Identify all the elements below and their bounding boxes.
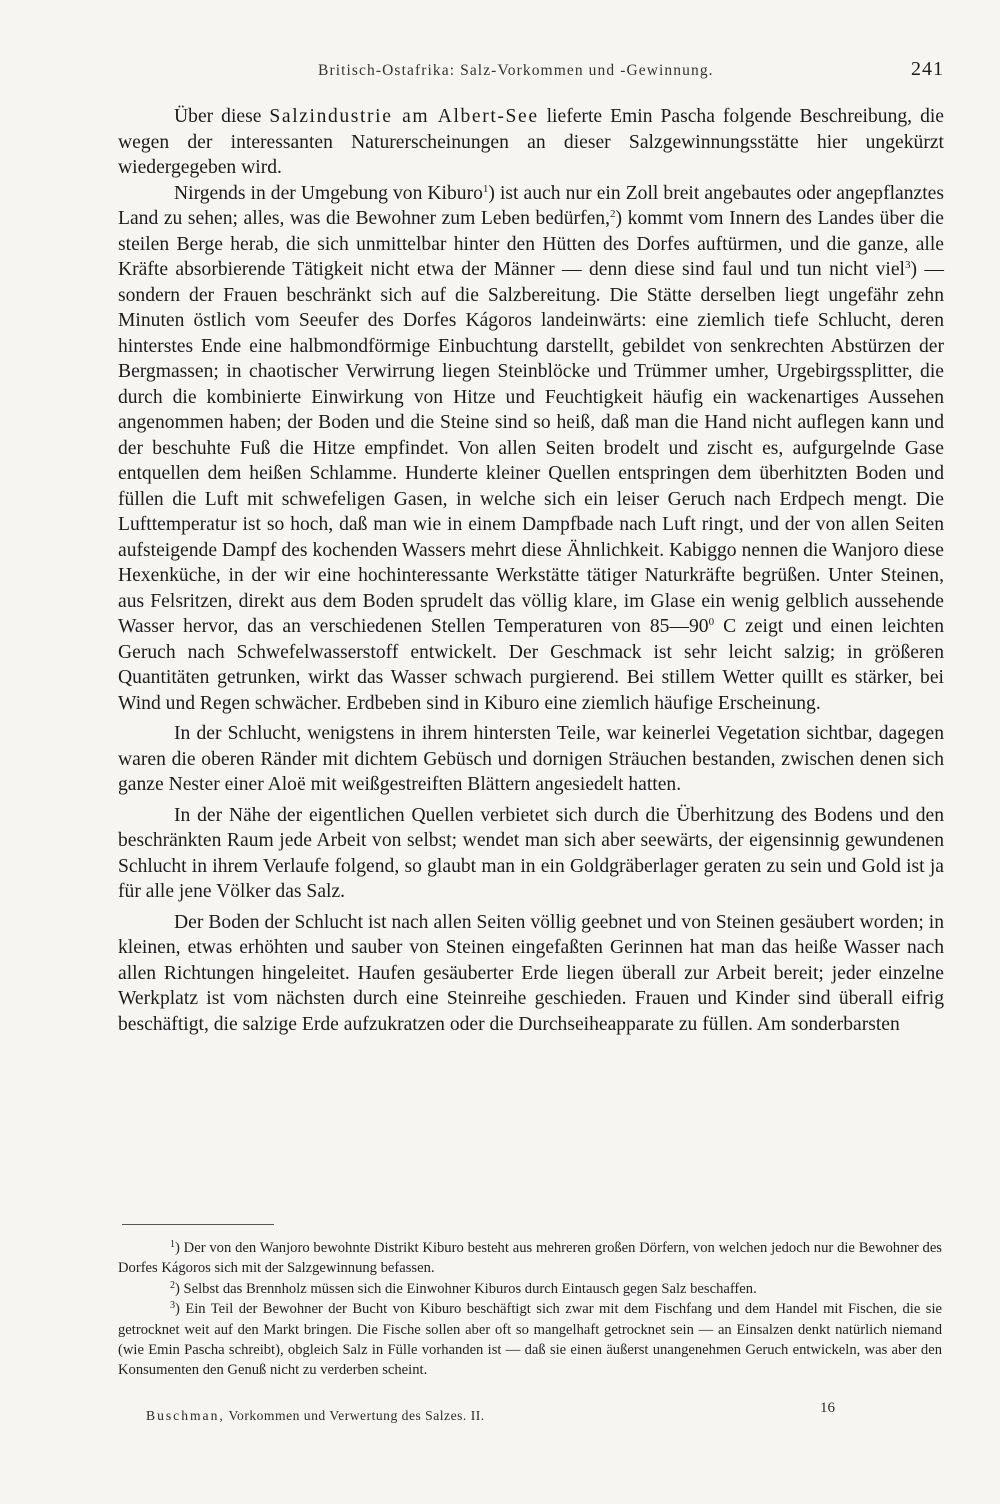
printer-signature: [146, 1408, 846, 1424]
footnote-2-text: ) Selbst das Brennholz müssen sich die Einwohner Kiburos durch Eintausch gegen Salz beschaffen.: [175, 1280, 757, 1297]
paragraph-1-rest: lieferte Emin Pascha folgende Beschreibung, die wegen der interessanten Naturerscheinungen an dieser Salzgewinnungsstätte hier ungekürzt wiedergegeben wird.: [118, 106, 945, 178]
paragraph-5: Der Boden der Schlucht ist nach allen Seiten völlig geebnet und von Steinen gesäubert worden; in kleinen, etwas erhöhten und sauber von Steinen eingefaßten Gerinnen hat man das heiße Wasser nach allen Richtungen hingeleitet. Haufen gesäuberter Erde liegen überall zur Arbeit bereit; jeder einzelne Werkplatz ist vom nächsten durch eine Steinreihe geschieden. Frauen und Kinder sind überall eifrig beschäftigt, die salzige Erde aufzukratzen oder die Durchseiheapparate zu füllen. Am sonderbarsten: [118, 911, 944, 1035]
paragraph-1-intro: Über diese: [174, 106, 270, 127]
paragraph-1: [118, 104, 944, 181]
footnote-2: [118, 1279, 942, 1299]
footnote-1: [118, 1238, 942, 1279]
signature-author: Buschman,: [146, 1408, 225, 1423]
footnote-divider: [122, 1224, 274, 1225]
sheet-number: 16: [820, 1400, 835, 1416]
running-title: Britisch-Ostafrika: Salz-Vorkommen und -Gewinnung.: [318, 62, 714, 79]
footnote-1-text: ) Der von den Wanjoro bewohnte Distrikt Kiburo besteht aus mehreren großen Dörfern, von welchen jedoch nur die Bewohner des Dorfes Kágoros sich mit der Salzgewinnung befassen.: [118, 1240, 942, 1277]
paragraph-3: In der Schlucht, wenigstens in ihrem hintersten Teile, war keinerlei Vegetation sichtbar, dagegen waren die oberen Ränder mit dichtem Gebüsch und dornigen Sträuchen bestanden, zwischen denen sich ganze Nester einer Aloë mit weißgestreiften Blättern angesiedelt hatten.: [118, 723, 944, 795]
footnote-3-mark: 3: [170, 1300, 175, 1312]
footnote-3-text: ) Ein Teil der Bewohner der Bucht von Kiburo beschäftigt sich zwar mit dem Fischfang und dem Handel mit Fischen, die sie getrocknet weit auf den Markt bringen. Die Fische sollen aber oft so mangelhaft getrocknet sein — an Einsalzen denkt natürlich niemand (wie Emin Pascha schreibt), obgleich Salz in Fülle vorhanden ist — daß sie einen äußerst unangenehmen Geruch entwickeln, was aber den Konsumenten den Genuß nicht zu verderben scheint.: [118, 1301, 942, 1379]
footnote-3: [118, 1299, 942, 1381]
page-header: [118, 58, 944, 88]
paragraph-2-part-e: C zeigt und einen leichten Geruch nach Schwefelwasserstoff entwickelt. Der Geschmack ist sehr leicht salzig; in größeren Quantitäten getrunken, wirkt das Wasser schwach purgierend. Bei stillem Wetter quillt es stärker, bei Wind und Regen schwächer. Erdbeben sind in Kiburo eine ziemlich häufige Erscheinung.: [118, 616, 944, 714]
footnote-2-mark: 2: [170, 1279, 175, 1291]
page-number: 241: [911, 58, 944, 80]
paragraph-2: [118, 181, 944, 717]
footnote-1-mark: 1: [170, 1239, 175, 1250]
paragraph-2-part-a: Nirgends in der Umgebung von Kiburo: [174, 182, 483, 204]
paragraph-4: In der Nähe der eigentlichen Quellen verbietet sich durch die Überhitzung des Bodens und den beschränkten Raum jede Arbeit von selbst; wendet man sich aber seewärts, der eigensinnig gewundenen Schlucht in ihrem Verlaufe folgend, so glaubt man in ein Goldgräberlager geraten zu sein und Gold ist ja für alle jene Völker das Salz.: [118, 804, 944, 902]
paragraph-2-part-c: ) kommt vom Innern des Landes über die steilen Berge herab, die sich unmittelbar hinter den Hütten des Dorfes auftürmen, und die ganze, alle Kräfte absorbierende Tätigkeit nicht etwa der Männer — denn diese sind faul und tun nicht viel: [118, 208, 944, 280]
paragraph-2-part-d: ) — sondern der Frauen beschränkt sich auf die Salzbereitung. Die Stätte derselben liegt ungefähr zehn Minuten östlich vom Seeufer des Dorfes Kágoros landeinwärts: eine ziemlich tiefe Schlucht, deren hinterstes Ende eine halbmondförmige Einbuchtung darstellt, gebildet von senkrechten Abstürzen der Bergmassen; in chaotischer Verwirrung liegen Steinblöcke und Trümmer umher, Urgebirgssplitter, die durch die kombinierte Einwirkung von Hitze und Feuchtigkeit häufig ein wackenartiges Aussehen angenommen haben; der Boden und die Steine sind so heiß, daß man die Hand nicht auflegen kann und der beschuhte Fuß die Hitze empfindet. Von allen Seiten brodelt und zischt es, aufgurgelnde Gase entquellen dem heißen Schlamme. Hunderte kleiner Quellen entspringen dem überhitzten Boden und füllen die Luft mit schwefeligen Gasen, in welche sich ein leiser Geruch nach Erdpech mengt. Die Lufttemperatur ist so hoch, daß man wie in einem Dampfbade nach Luft ringt, und der von allen Seiten aufsteigende Dampf des kochenden Wassers mehrt diese Ähnlichkeit. Kabiggo nennen die Wanjoro diese Hexenküche, in der wir eine hochinteressante Werkstätte tätiger Naturkräfte begrüßen. Unter Steinen, aus Felsritzen, direkt aus dem Boden sprudelt das völlig klare, im Glase ein wenig gelblich aussehende Wasser hervor, das an verschiedenen Stellen Temperaturen von 85—90: [118, 259, 944, 637]
paragraph-1-emphasis: Salzindustrie am Albert-See: [269, 106, 539, 127]
body-text: [118, 104, 944, 1037]
signature-title: Vorkommen und Verwertung des Salzes. II.: [228, 1408, 485, 1423]
footnotes: [118, 1238, 942, 1381]
footnote-ref-2[interactable]: 2: [609, 208, 616, 220]
footnote-ref-3[interactable]: 3: [905, 259, 911, 271]
paragraph-2-part-b: ) ist auch nur ein Zoll breit angebautes oder angepflanztes Land zu sehen; alles, was die Bewohner zum Leben bedürfen,: [118, 182, 944, 229]
degree-mark: 0: [708, 616, 715, 628]
footnote-ref-1[interactable]: 1: [482, 182, 489, 195]
